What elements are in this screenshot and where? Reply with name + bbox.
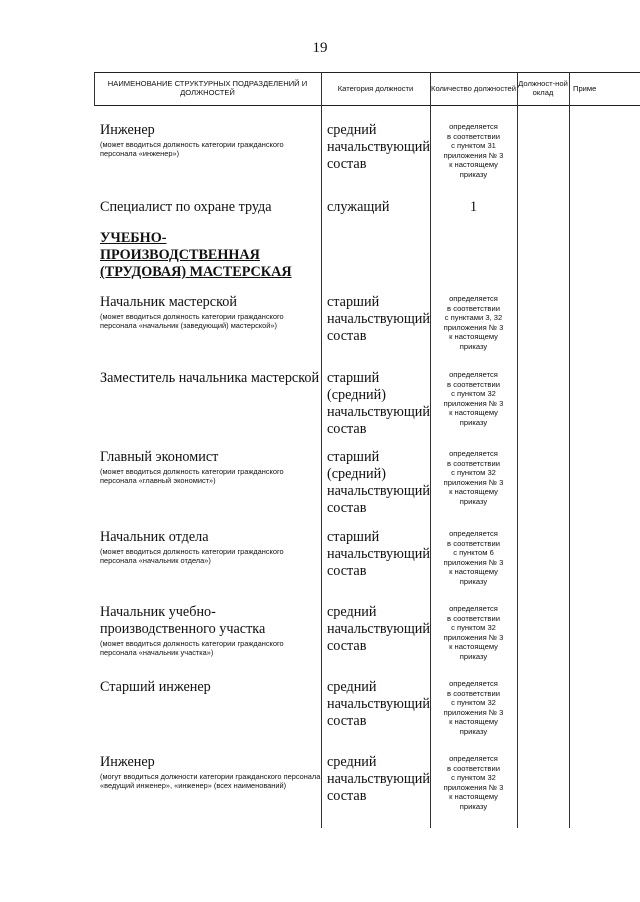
position-quantity: определяется в соответствии с пунктом 32 приложения № 3 к настоящему приказу	[443, 370, 504, 427]
page-number: 19	[312, 40, 328, 56]
position-quantity: определяется в соответствии с пунктом 32 приложения № 3 к настоящему приказу	[443, 604, 504, 661]
position-name: Специалист по охране труда	[100, 199, 272, 215]
position-category: служащий	[327, 199, 390, 215]
position-category: средний начальствующий состав	[327, 754, 430, 804]
table-top-rule	[94, 72, 640, 73]
position-quantity: определяется в соответствии с пунктами 3, 32 приложения № 3 к настоящему приказу	[443, 294, 504, 351]
position-category: старший начальствующий состав	[327, 529, 430, 579]
position-name: Заместитель начальника мастерской	[100, 370, 320, 386]
position-name: Главный экономист (может вводиться должность категории гражданского персонала «главный экономист»)	[100, 449, 322, 485]
position-note: (может вводиться должность категории гражданского персонала «начальник участка»)	[100, 639, 284, 657]
position-category: средний начальствующий состав	[327, 122, 430, 172]
position-quantity: определяется в соответствии с пунктом 32 приложения № 3 к настоящему приказу	[443, 449, 504, 506]
position-quantity: определяется в соответствии с пунктом 31 приложения № 3 к настоящему приказу	[443, 122, 504, 179]
position-quantity: определяется в соответствии с пунктом 6 приложения № 3 к настоящему приказу	[443, 529, 504, 586]
section-title: УЧЕБНО- ПРОИЗВОДСТВЕННАЯ (ТРУДОВАЯ) МАСТЕРСКАЯ	[100, 230, 292, 280]
position-name: Инженер (может вводиться должность категории гражданского персонала «инженер»)	[100, 122, 322, 158]
column-divider-3	[517, 72, 518, 828]
header-name: НАИМЕНОВАНИЕ СТРУКТУРНЫХ ПОДРАЗДЕЛЕНИЙ И ДОЛЖНОСТЕЙ	[107, 79, 308, 97]
header-salary: Должност-ной оклад	[518, 79, 568, 97]
position-category: старший (средний) начальствующий состав	[327, 449, 430, 516]
position-name: Начальник мастерской (может вводиться должность категории гражданского персонала «начальник (заведующий) мастерской»)	[100, 294, 322, 330]
header-category: Категория должности	[337, 83, 414, 93]
position-note: (может вводиться должность категории гражданского персонала «начальник (заведующий) мастерской»)	[100, 312, 284, 330]
position-name: Старший инженер	[100, 679, 211, 695]
position-note: (может вводиться должность категории гражданского персонала «начальник отдела»)	[100, 547, 284, 565]
position-name: Начальник отдела (может вводиться должность категории гражданского персонала «начальник отдела»)	[100, 529, 322, 565]
position-note: (может вводиться должность категории гражданского персонала «инженер»)	[100, 140, 284, 158]
position-quantity: определяется в соответствии с пунктом 32 приложения № 3 к настоящему приказу	[443, 679, 504, 736]
position-note: (может вводиться должность категории гражданского персонала «главный экономист»)	[100, 467, 284, 485]
position-name: Начальник учебно-производственного участка (может вводиться должность категории гражданского персонала «начальник участка»)	[100, 604, 300, 657]
position-name: Инженер (могут вводиться должности категории гражданского персонала «ведущий инженер», «инженер» (всех наименований)	[100, 754, 321, 790]
position-category: старший начальствующий состав	[327, 294, 430, 344]
position-category: старший (средний) начальствующий состав	[327, 370, 430, 437]
header-quantity: Количество должностей	[431, 83, 516, 93]
position-category: средний начальствующий состав	[327, 604, 430, 654]
position-quantity: 1	[469, 199, 478, 215]
table-header-rule	[94, 105, 640, 106]
position-category: средний начальствующий состав	[327, 679, 430, 729]
column-divider-4	[569, 72, 570, 828]
header-note: Приме	[573, 83, 597, 93]
position-quantity: определяется в соответствии с пунктом 32 приложения № 3 к настоящему приказу	[443, 754, 504, 811]
position-note: (могут вводиться должности категории гражданского персонала «ведущий инженер», «инженер» (всех наименований)	[100, 772, 321, 790]
